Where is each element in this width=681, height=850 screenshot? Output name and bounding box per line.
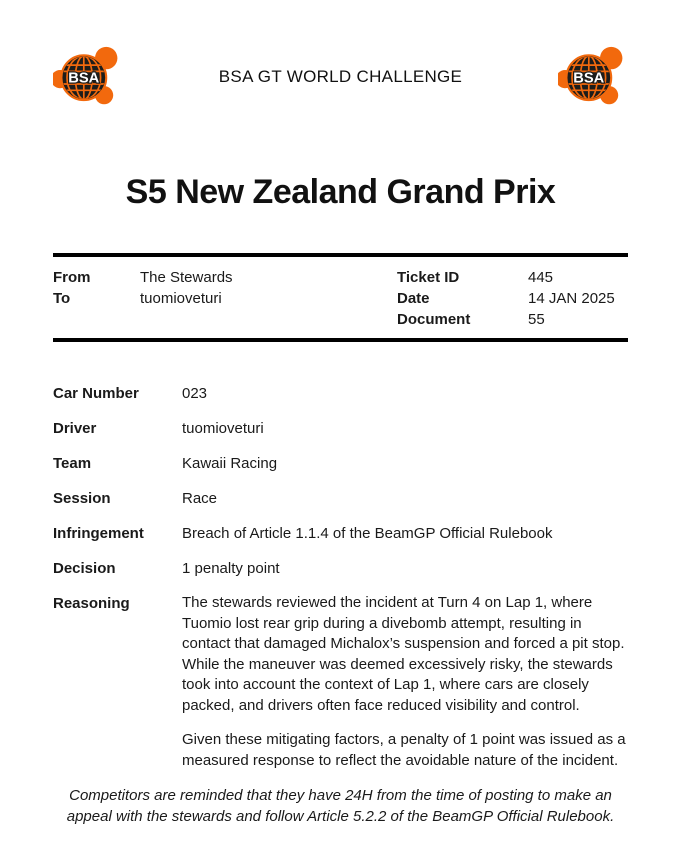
bsa-logo-icon-left xyxy=(53,46,123,108)
infringement-value: Breach of Article 1.1.4 of the BeamGP Official Rulebook xyxy=(182,525,553,542)
document-number-label: Document xyxy=(397,311,471,328)
ticket-id-value: 445 xyxy=(528,269,554,286)
ticket-id-label: Ticket ID xyxy=(397,269,460,286)
to-value: tuomioveturi xyxy=(140,290,222,307)
from-label: From xyxy=(53,269,91,286)
to-label: To xyxy=(53,290,71,307)
date-value: 14 JAN 2025 xyxy=(528,290,615,307)
reasoning-label: Reasoning xyxy=(53,595,130,612)
meta-block xyxy=(53,253,628,342)
detail-row-car-number xyxy=(53,383,628,404)
detail-row-driver xyxy=(53,418,628,439)
session-value: Race xyxy=(182,490,218,507)
meta-column-right xyxy=(397,267,628,330)
detail-row-reasoning xyxy=(53,593,628,771)
team-value: Kawaii Racing xyxy=(182,455,278,472)
meta-row-to xyxy=(53,288,397,309)
detail-row-infringement xyxy=(53,523,628,544)
bsa-logo-icon-right xyxy=(558,46,628,108)
driver-label: Driver xyxy=(53,420,97,437)
document-number-value: 55 xyxy=(528,311,545,328)
reasoning-value xyxy=(182,593,628,771)
infringement-label: Infringement xyxy=(53,525,144,542)
reasoning-paragraph-1: The stewards reviewed the incident at Turn 4 on Lap 1, where Tuomio lost rear grip during a divebomb attempt, resulting in contact that damaged Michalox’s suspension and forced a pit stop. While the maneuver was deemed excessively risky, the stewards took into account the context of Lap 1, where cars are closely packed, and drivers often face reduced visibility and control. xyxy=(182,594,625,714)
reasoning-paragraph-2: Given these mitigating factors, a penalty of 1 point was issued as a measured response to reflect the avoidable nature of the incident. xyxy=(182,731,626,769)
car-number-value: 023 xyxy=(182,385,208,402)
series-title: BSA GT WORLD CHALLENGE xyxy=(218,67,463,86)
decision-label: Decision xyxy=(53,560,116,577)
appeal-notice: Competitors are reminded that they have 24H from the time of posting to make an appeal with the stewards and follow Article 5.2.2 of the BeamGP Official Rulebook. xyxy=(66,787,615,825)
detail-row-team xyxy=(53,453,628,474)
session-label: Session xyxy=(53,490,111,507)
bsa-logo-text: BSA xyxy=(68,70,100,87)
meta-column-left xyxy=(53,267,397,330)
detail-row-session xyxy=(53,488,628,509)
from-value: The Stewards xyxy=(140,269,233,286)
date-label: Date xyxy=(397,290,430,307)
decision-value: 1 penalty point xyxy=(182,560,280,577)
car-number-label: Car Number xyxy=(53,385,139,402)
document-header xyxy=(53,46,628,108)
meta-row-from xyxy=(53,267,397,288)
meta-row-ticket-id xyxy=(397,267,628,288)
detail-row-decision xyxy=(53,558,628,579)
bsa-logo-text: BSA xyxy=(573,70,605,87)
decision-details xyxy=(53,383,628,771)
team-label: Team xyxy=(53,455,92,472)
driver-value: tuomioveturi xyxy=(182,420,264,437)
meta-row-document xyxy=(397,309,628,330)
page-title: S5 New Zealand Grand Prix xyxy=(125,173,556,211)
meta-row-date xyxy=(397,288,628,309)
